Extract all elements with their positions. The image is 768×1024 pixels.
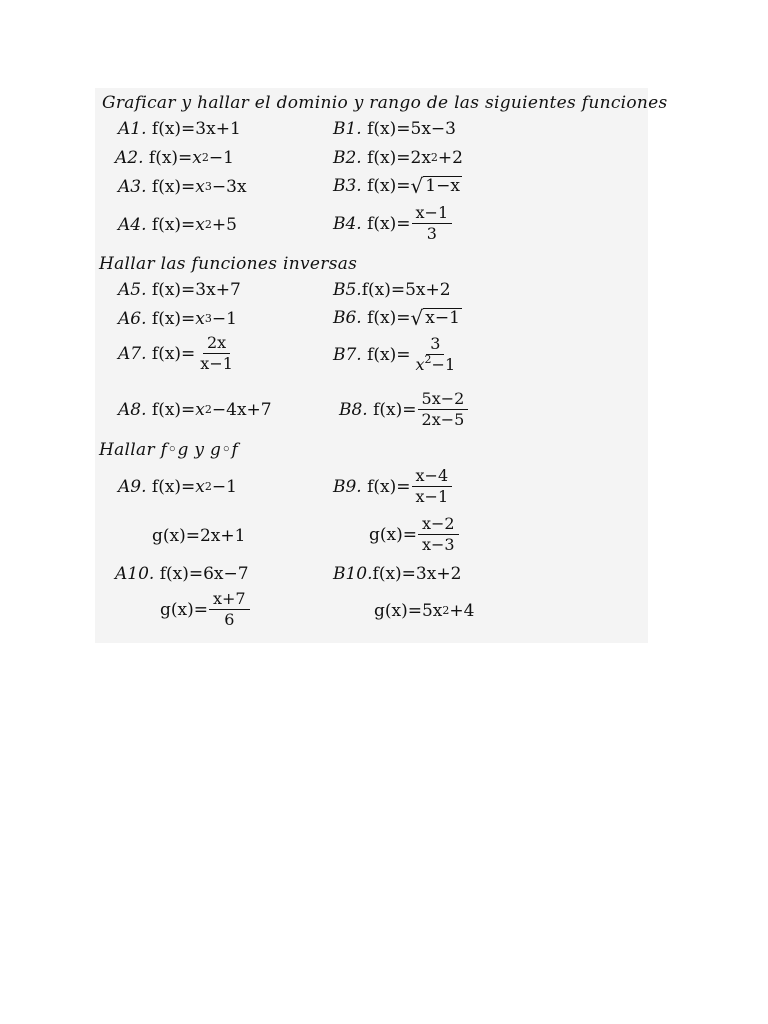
problem-b6: B6. f(x)= √ x−1 <box>333 306 460 330</box>
problem-a3: A3. f(x)= x 3 −3x <box>118 177 247 197</box>
section-title-composition: Hallar f◦g y g◦f <box>99 440 239 460</box>
problem-b7: B7. f(x)= $\frac{3}{x^2-1}$ <box>333 335 459 375</box>
fraction: $\frac{5x-2}{2x-5}$ <box>418 390 469 430</box>
problem-a7: A7. f(x)= $\frac{2x}{x-1}$ <box>118 334 237 374</box>
problem-b10: B10. f(x)= 3x+2 <box>333 564 462 584</box>
fraction: $\frac{3}{x^2-1}$ <box>415 334 456 375</box>
problem-a9: A9. f(x)= x 2 −1 <box>118 477 237 497</box>
problem-a10-g: g(x)= $\frac{x+7}{6}$ <box>160 590 250 630</box>
problem-b1: B1. f(x)= 5x−3 <box>333 119 456 139</box>
problem-a9-g: g(x)= 2x+1 <box>152 526 246 546</box>
problem-b8: B8. f(x)= $\frac{5x-2}{2x-5}$ <box>339 390 468 430</box>
fraction: $\frac{2x}{x-1}$ <box>200 333 233 374</box>
square-root: √ 1−x <box>410 174 460 198</box>
problem-a4: A4. f(x)= x 2 +5 <box>118 215 237 235</box>
problem-b3: B3. f(x)= √ 1−x <box>333 174 460 198</box>
fraction: $\frac{x+7}{6}$ <box>209 590 250 630</box>
problem-b2: B2. f(x)= 2x 2 +2 <box>333 148 463 168</box>
problem-b4: B4. f(x)= $\frac{x-1}{3}$ <box>333 204 452 244</box>
problem-a10: A10. f(x)= 6x−7 <box>115 564 249 584</box>
fraction: $\frac{x-2}{x-3}$ <box>418 515 459 555</box>
problem-b9-g: g(x)= $\frac{x-2}{x-3}$ <box>369 515 459 555</box>
problem-a8: A8. f(x)= x 2 −4x+7 <box>118 400 272 420</box>
problem-a6: A6. f(x)= x 3 −1 <box>118 309 237 329</box>
problem-b10-g: g(x)= 5x 2 +4 <box>374 601 475 621</box>
problem-b5: B5. f(x)= 5x+2 <box>333 280 451 300</box>
section-title-inverse: Hallar las funciones inversas <box>99 254 358 274</box>
problem-a1: A1. f(x)= 3x+1 <box>118 119 241 139</box>
problem-b9: B9. f(x)= $\frac{x-4}{x-1}$ <box>333 467 452 507</box>
problem-a5: A5. f(x)= 3x+7 <box>118 280 241 300</box>
square-root: √ x−1 <box>410 306 460 330</box>
section-title-domain-range: Graficar y hallar el dominio y rango de las siguientes funciones <box>102 93 668 113</box>
fraction: $\frac{x-1}{3}$ <box>412 204 453 244</box>
fraction: $\frac{x-4}{x-1}$ <box>412 467 453 507</box>
problem-a2: A2. f(x)= x 2 −1 <box>115 148 234 168</box>
